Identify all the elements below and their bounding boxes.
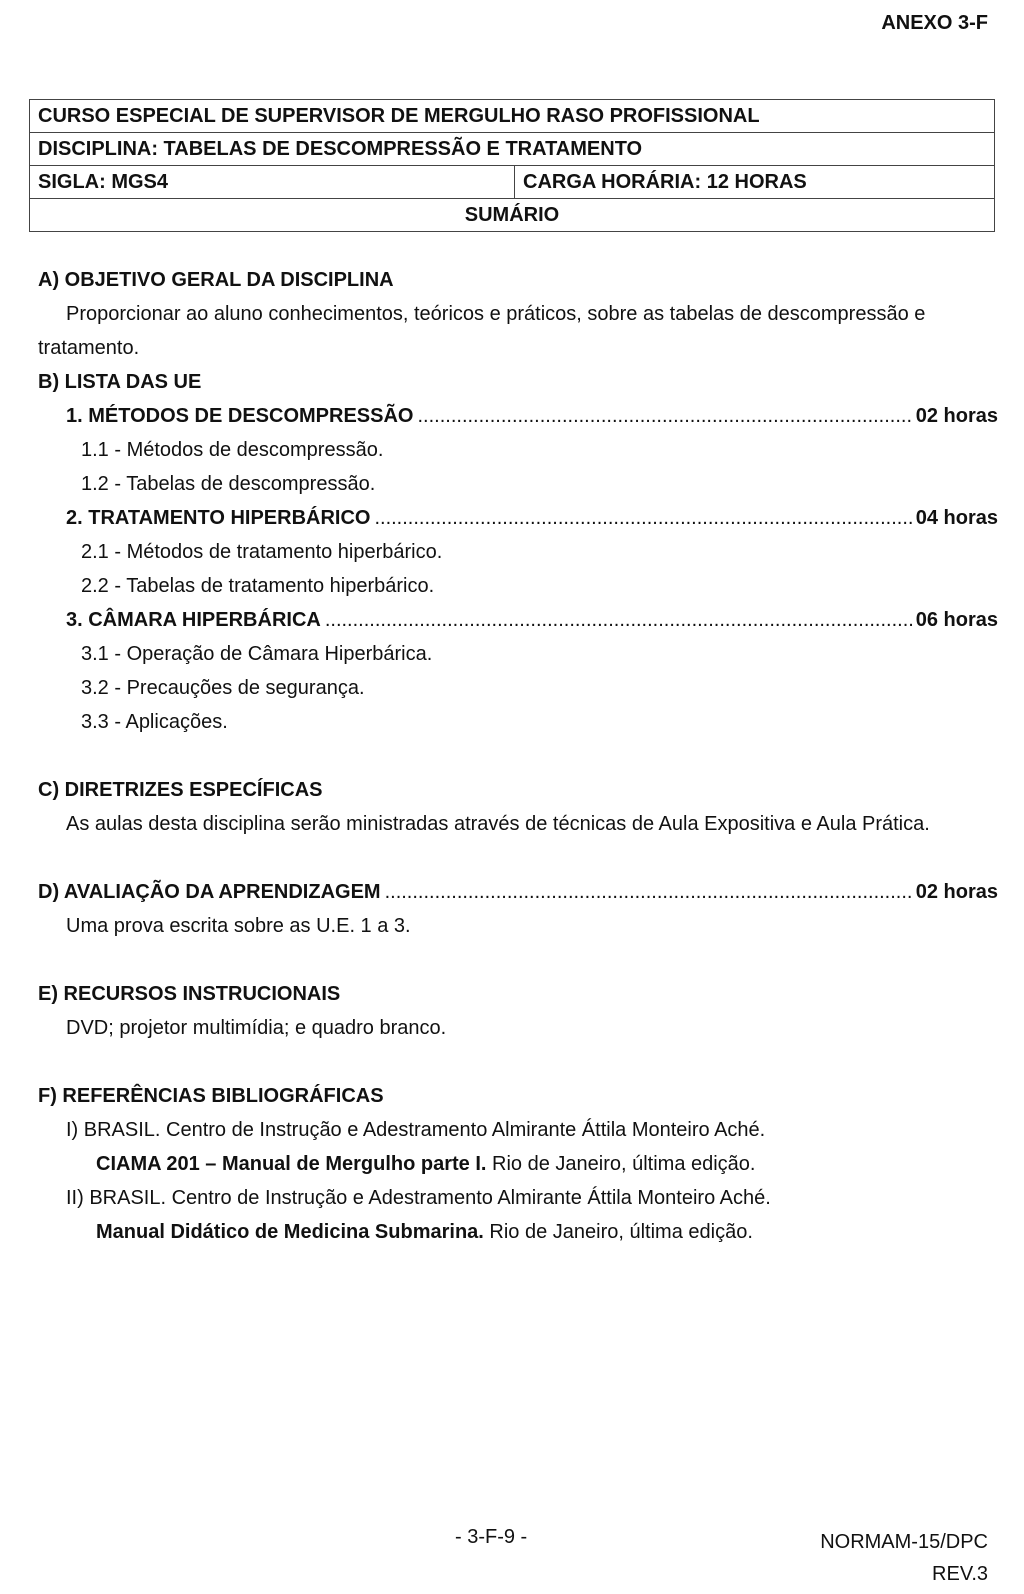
sumario-heading: SUMÁRIO [30, 199, 995, 232]
unit-1-row [38, 399, 998, 433]
unit-2-row [38, 501, 998, 535]
section-a-text: Proporcionar ao aluno conhecimentos, teóricos e práticos, sobre as tabelas de descompressão e tratamento. [38, 303, 926, 359]
section-f-title: F) REFERÊNCIAS BIBLIOGRÁFICAS [38, 1085, 384, 1107]
unit-3-item-3: 3.3 - Aplicações. [81, 711, 228, 733]
leader-dots [417, 399, 911, 433]
section-d-title: D) AVALIAÇÃO DA APRENDIZAGEM [38, 881, 381, 903]
course-header-table [29, 99, 995, 232]
leader-dots [325, 603, 912, 637]
annex-label: ANEXO 3-F [881, 12, 988, 34]
unit-1-item-1: 1.1 - Métodos de descompressão. [81, 439, 384, 461]
unit-2-item-1: 2.1 - Métodos de tratamento hiperbárico. [81, 541, 443, 563]
leader-dots [385, 875, 912, 909]
unit-3-row [38, 603, 998, 637]
carga-horaria: CARGA HORÁRIA: 12 HORAS [515, 166, 995, 199]
unit-3-item-2: 3.2 - Precauções de segurança. [81, 677, 365, 699]
reference-1-line1: I) BRASIL. Centro de Instrução e Adestramento Almirante Áttila Monteiro Aché. [66, 1119, 766, 1141]
section-d-row [38, 875, 998, 909]
reference-2-title: Manual Didático de Medicina Submarina. [96, 1221, 484, 1243]
unit-3-hours: 06 horas [915, 609, 998, 631]
revision: REV.3 [932, 1563, 988, 1585]
reference-2-rest: Rio de Janeiro, última edição. [483, 1221, 753, 1243]
reference-1-rest: Rio de Janeiro, última edição. [486, 1153, 756, 1175]
unit-3-title: 3. CÂMARA HIPERBÁRICA [66, 609, 321, 631]
footer-norm [820, 1526, 988, 1590]
section-d-hours: 02 horas [915, 881, 998, 903]
reference-1-line2 [38, 1147, 998, 1181]
section-c-title: C) DIRETRIZES ESPECÍFICAS [38, 779, 323, 801]
unit-1-item-2: 1.2 - Tabelas de descompressão. [81, 473, 376, 495]
section-b-title: B) LISTA DAS UE [38, 371, 202, 393]
unit-2-hours: 04 horas [915, 507, 998, 529]
reference-2-line1: II) BRASIL. Centro de Instrução e Adestramento Almirante Áttila Monteiro Aché. [66, 1187, 771, 1209]
section-a-title: A) OBJETIVO GERAL DA DISCIPLINA [38, 269, 394, 291]
unit-2-title: 2. TRATAMENTO HIPERBÁRICO [66, 507, 371, 529]
unit-1-hours: 02 horas [915, 405, 998, 427]
reference-2-line2 [38, 1215, 998, 1249]
reference-1-title: CIAMA 201 – Manual de Mergulho parte I. [96, 1153, 487, 1175]
section-c-text: As aulas desta disciplina serão ministradas através de técnicas de Aula Expositiva e Aula Prática. [66, 813, 930, 835]
unit-1-title: 1. MÉTODOS DE DESCOMPRESSÃO [66, 405, 414, 427]
discipline-title: DISCIPLINA: TABELAS DE DESCOMPRESSÃO E TRATAMENTO [30, 133, 995, 166]
section-e-title: E) RECURSOS INSTRUCIONAIS [38, 983, 341, 1005]
page-number: - 3-F-9 - [455, 1526, 528, 1548]
unit-2-item-2: 2.2 - Tabelas de tratamento hiperbárico. [81, 575, 435, 597]
unit-3-item-1: 3.1 - Operação de Câmara Hiperbárica. [81, 643, 433, 665]
sigla: SIGLA: MGS4 [30, 166, 515, 199]
norm-code: NORMAM-15/DPC [820, 1531, 988, 1553]
document-body [38, 263, 998, 1249]
course-title: CURSO ESPECIAL DE SUPERVISOR DE MERGULHO RASO PROFISSIONAL [30, 100, 995, 133]
leader-dots [374, 501, 911, 535]
section-d-text: Uma prova escrita sobre as U.E. 1 a 3. [66, 915, 411, 937]
section-e-text: DVD; projetor multimídia; e quadro branco. [66, 1017, 447, 1039]
